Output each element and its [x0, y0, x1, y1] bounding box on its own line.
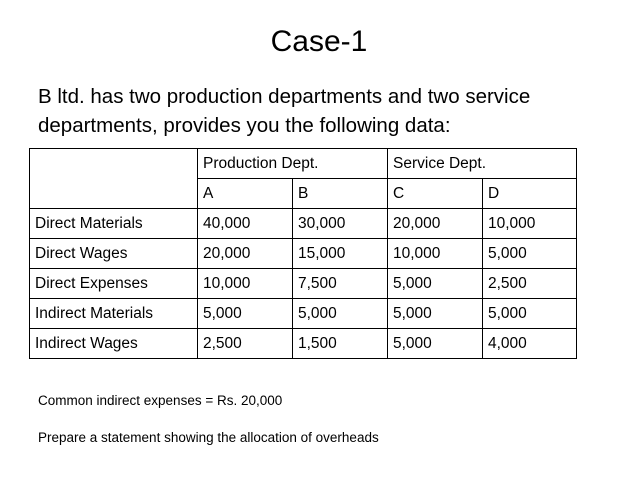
table-cell: 5,000: [388, 299, 483, 329]
table-cell: 15,000: [293, 239, 388, 269]
table-row: [30, 269, 577, 299]
table-cell: 10,000: [198, 269, 293, 299]
table-cell: 30,000: [293, 209, 388, 239]
intro-line-2: departments, provides you the following data:: [38, 114, 451, 137]
table-cell: 10,000: [483, 209, 577, 239]
table-corner-cell: [30, 149, 198, 209]
table-cell: 5,000: [198, 299, 293, 329]
dept-b-header: B: [293, 179, 388, 209]
cost-data-table: [29, 148, 577, 359]
table-cell: 5,000: [483, 239, 577, 269]
row-label: Indirect Wages: [30, 329, 198, 359]
dept-c-header: C: [388, 179, 483, 209]
table-cell: 20,000: [198, 239, 293, 269]
table-cell: 10,000: [388, 239, 483, 269]
table-group-header-row: [30, 149, 577, 179]
intro-text: [38, 82, 618, 140]
table-cell: 4,000: [483, 329, 577, 359]
table-cell: 2,500: [483, 269, 577, 299]
table-cell: 2,500: [198, 329, 293, 359]
row-label: Indirect Materials: [30, 299, 198, 329]
table-cell: 5,000: [293, 299, 388, 329]
slide-title: Case-1: [270, 25, 368, 58]
table-cell: 40,000: [198, 209, 293, 239]
table-cell: 5,000: [388, 269, 483, 299]
table-cell: 20,000: [388, 209, 483, 239]
table-row: [30, 299, 577, 329]
table-row: [30, 209, 577, 239]
common-expenses-note: Common indirect expenses = Rs. 20,000: [38, 393, 283, 408]
row-label: Direct Expenses: [30, 269, 198, 299]
table-cell: 1,500: [293, 329, 388, 359]
dept-a-header: A: [198, 179, 293, 209]
table-row: [30, 329, 577, 359]
intro-line-1: B ltd. has two production departments and two service: [38, 85, 531, 108]
production-dept-header: Production Dept.: [198, 149, 388, 179]
table-cell: 5,000: [388, 329, 483, 359]
instruction-note: Prepare a statement showing the allocation of overheads: [38, 430, 379, 445]
table-row: [30, 239, 577, 269]
service-dept-header: Service Dept.: [388, 149, 577, 179]
row-label: Direct Materials: [30, 209, 198, 239]
table-cell: 5,000: [483, 299, 577, 329]
row-label: Direct Wages: [30, 239, 198, 269]
table-cell: 7,500: [293, 269, 388, 299]
dept-d-header: D: [483, 179, 577, 209]
